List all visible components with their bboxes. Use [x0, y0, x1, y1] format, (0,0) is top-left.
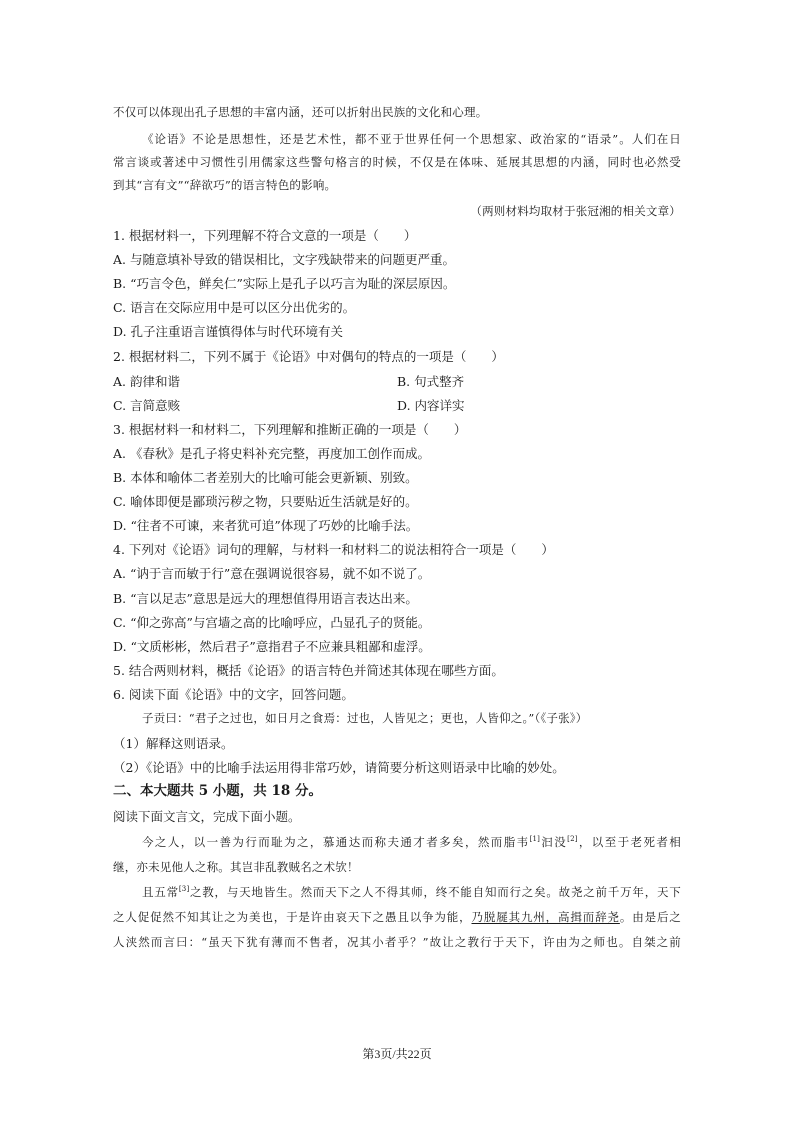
question-2-option-b: B. 句式整齐	[397, 374, 465, 389]
classical-text-line	[142, 884, 681, 901]
material-paragraph-line: 到其“言有文”“辞欲巧”的语言特色的影响。	[113, 178, 337, 192]
footnote-marker: [2]	[567, 835, 578, 843]
classical-text-line	[142, 834, 681, 851]
question-1-option-c: C. 语言在交际应用中是可以区分出优劣的。	[113, 300, 356, 315]
question-4-option-a: A. “讷于言而敏于行”意在强调说很容易，就不如不说了。	[113, 566, 431, 581]
question-4-stem: 4. 下列对《论语》词句的理解，与材料一和材料二的说法相符合一项是（ ）	[113, 542, 554, 557]
classical-text-line: 继，亦未见他人之称。其岂非乱教贼名之术欤！	[113, 860, 359, 874]
question-2-option-a: A. 韵律和谐	[113, 374, 180, 389]
footnote-marker: [3]	[178, 885, 190, 893]
question-3-option-c: C. 喻体即便是鄙琐污秽之物，只要贴近生活就是好的。	[113, 494, 418, 509]
classical-text-segment: 之教，与天地皆生。然而天下之人不得其师，终不能自知而行之矣。故尧之前千万年，天下	[189, 885, 681, 899]
classical-text-segment: 汩没	[540, 835, 568, 849]
question-4-option-c: C. “仰之弥高”与宫墙之高的比喻呼应，凸显孔子的贤能。	[113, 615, 431, 630]
section-2-heading: 二、本大题共 5 小题，共 18 分。	[113, 783, 322, 799]
question-4-option-d: D. “文质彬彬，然后君子”意指君子不应兼具粗鄙和虚浮。	[113, 639, 431, 654]
classical-text-line	[113, 909, 681, 926]
question-6-quote: 子贡曰：“君子之过也，如日月之食焉：过也，人皆见之；更也，人皆仰之。”（《子张》）	[142, 711, 588, 725]
page-number: 第3页/共22页	[362, 1047, 432, 1061]
material-paragraph-line: 常言谈或著述中习惯性引用儒家这些警句格言的时候，不仅是在体味、延展其思想的内涵，同时也必然受	[113, 155, 681, 169]
question-3-option-a: A. 《春秋》是孔子将史料补充完整，再度加工创作而成。	[113, 446, 430, 461]
underlined-sentence: 乃脱屣其九州，高揖而辞尧	[471, 910, 620, 924]
question-2-stem: 2. 根据材料二，下列不属于《论语》中对偶句的特点的一项是（ ）	[113, 349, 504, 364]
classical-text-line: 人浃然而言曰：“虽天下犹有薄而不售者，况其小者乎？”故让之教行于天下，许由为之师也。自桀之前	[113, 935, 681, 949]
classical-text-segment: 。由是后之	[619, 910, 681, 924]
material-paragraph-line: 《论语》不论是思想性，还是艺术性，都不亚于世界任何一个思想家、政治家的“语录”。人们在日	[142, 132, 681, 146]
question-6-sub-1: （1）解释这则语录。	[113, 736, 234, 751]
classical-text-segment: 今之人，以一善为行而耻为之，慕通达而称夫通才者多矣，然而脂韦	[142, 835, 530, 849]
classical-text-segment: 之人促促然不知其让之为美也，于是许由哀天下之愚且以争为能，	[113, 910, 472, 924]
question-3-stem: 3. 根据材料一和材料二，下列理解和推断正确的一项是（ ）	[113, 422, 467, 437]
question-3-option-b: B. 本体和喻体二者差别大的比喻可能会更新颖、别致。	[113, 470, 418, 485]
question-1-option-b: B. “巧言令色，鲜矣仁”实际上是孔子以巧言为耻的深层原因。	[113, 276, 456, 291]
question-2-option-c: C. 言简意赅	[113, 398, 181, 413]
question-4-option-b: B. “言以足志”意思是远大的理想值得用语言表达出来。	[113, 591, 418, 606]
question-6-stem: 6. 阅读下面《论语》中的文字，回答问题。	[113, 687, 354, 702]
question-6-sub-2: （2）《论语》中的比喻手法运用得非常巧妙，请简要分析这则语录中比喻的妙处。	[113, 760, 565, 775]
question-1-option-a: A. 与随意填补导致的错误相比，文字残缺带来的问题更严重。	[113, 252, 455, 267]
material-text-line: 不仅可以体现出孔子思想的丰富内涵，还可以折射出民族的文化和心理。	[113, 105, 488, 119]
classical-text-segment: ，以至于老死者相	[577, 835, 681, 849]
question-2-option-d: D. 内容详实	[397, 398, 465, 413]
classical-text-segment: 且五常	[142, 885, 179, 899]
question-5-stem: 5. 结合两则材料，概括《论语》的语言特色并简述其体现在哪些方面。	[113, 663, 504, 678]
footnote-marker: [1]	[529, 835, 541, 843]
section-2-instruction: 阅读下面文言文，完成下面小题。	[113, 809, 301, 824]
question-1-option-d: D. 孔子注重语言谨慎得体与时代环境有关	[113, 324, 344, 339]
question-3-option-d: D. “往者不可谏，来者犹可追”体现了巧妙的比喻手法。	[113, 518, 419, 533]
question-1-stem: 1. 根据材料一，下列理解不符合文意的一项是（ ）	[113, 228, 417, 243]
material-source: （两则材料均取材于张冠湘的相关文章）	[470, 204, 681, 218]
